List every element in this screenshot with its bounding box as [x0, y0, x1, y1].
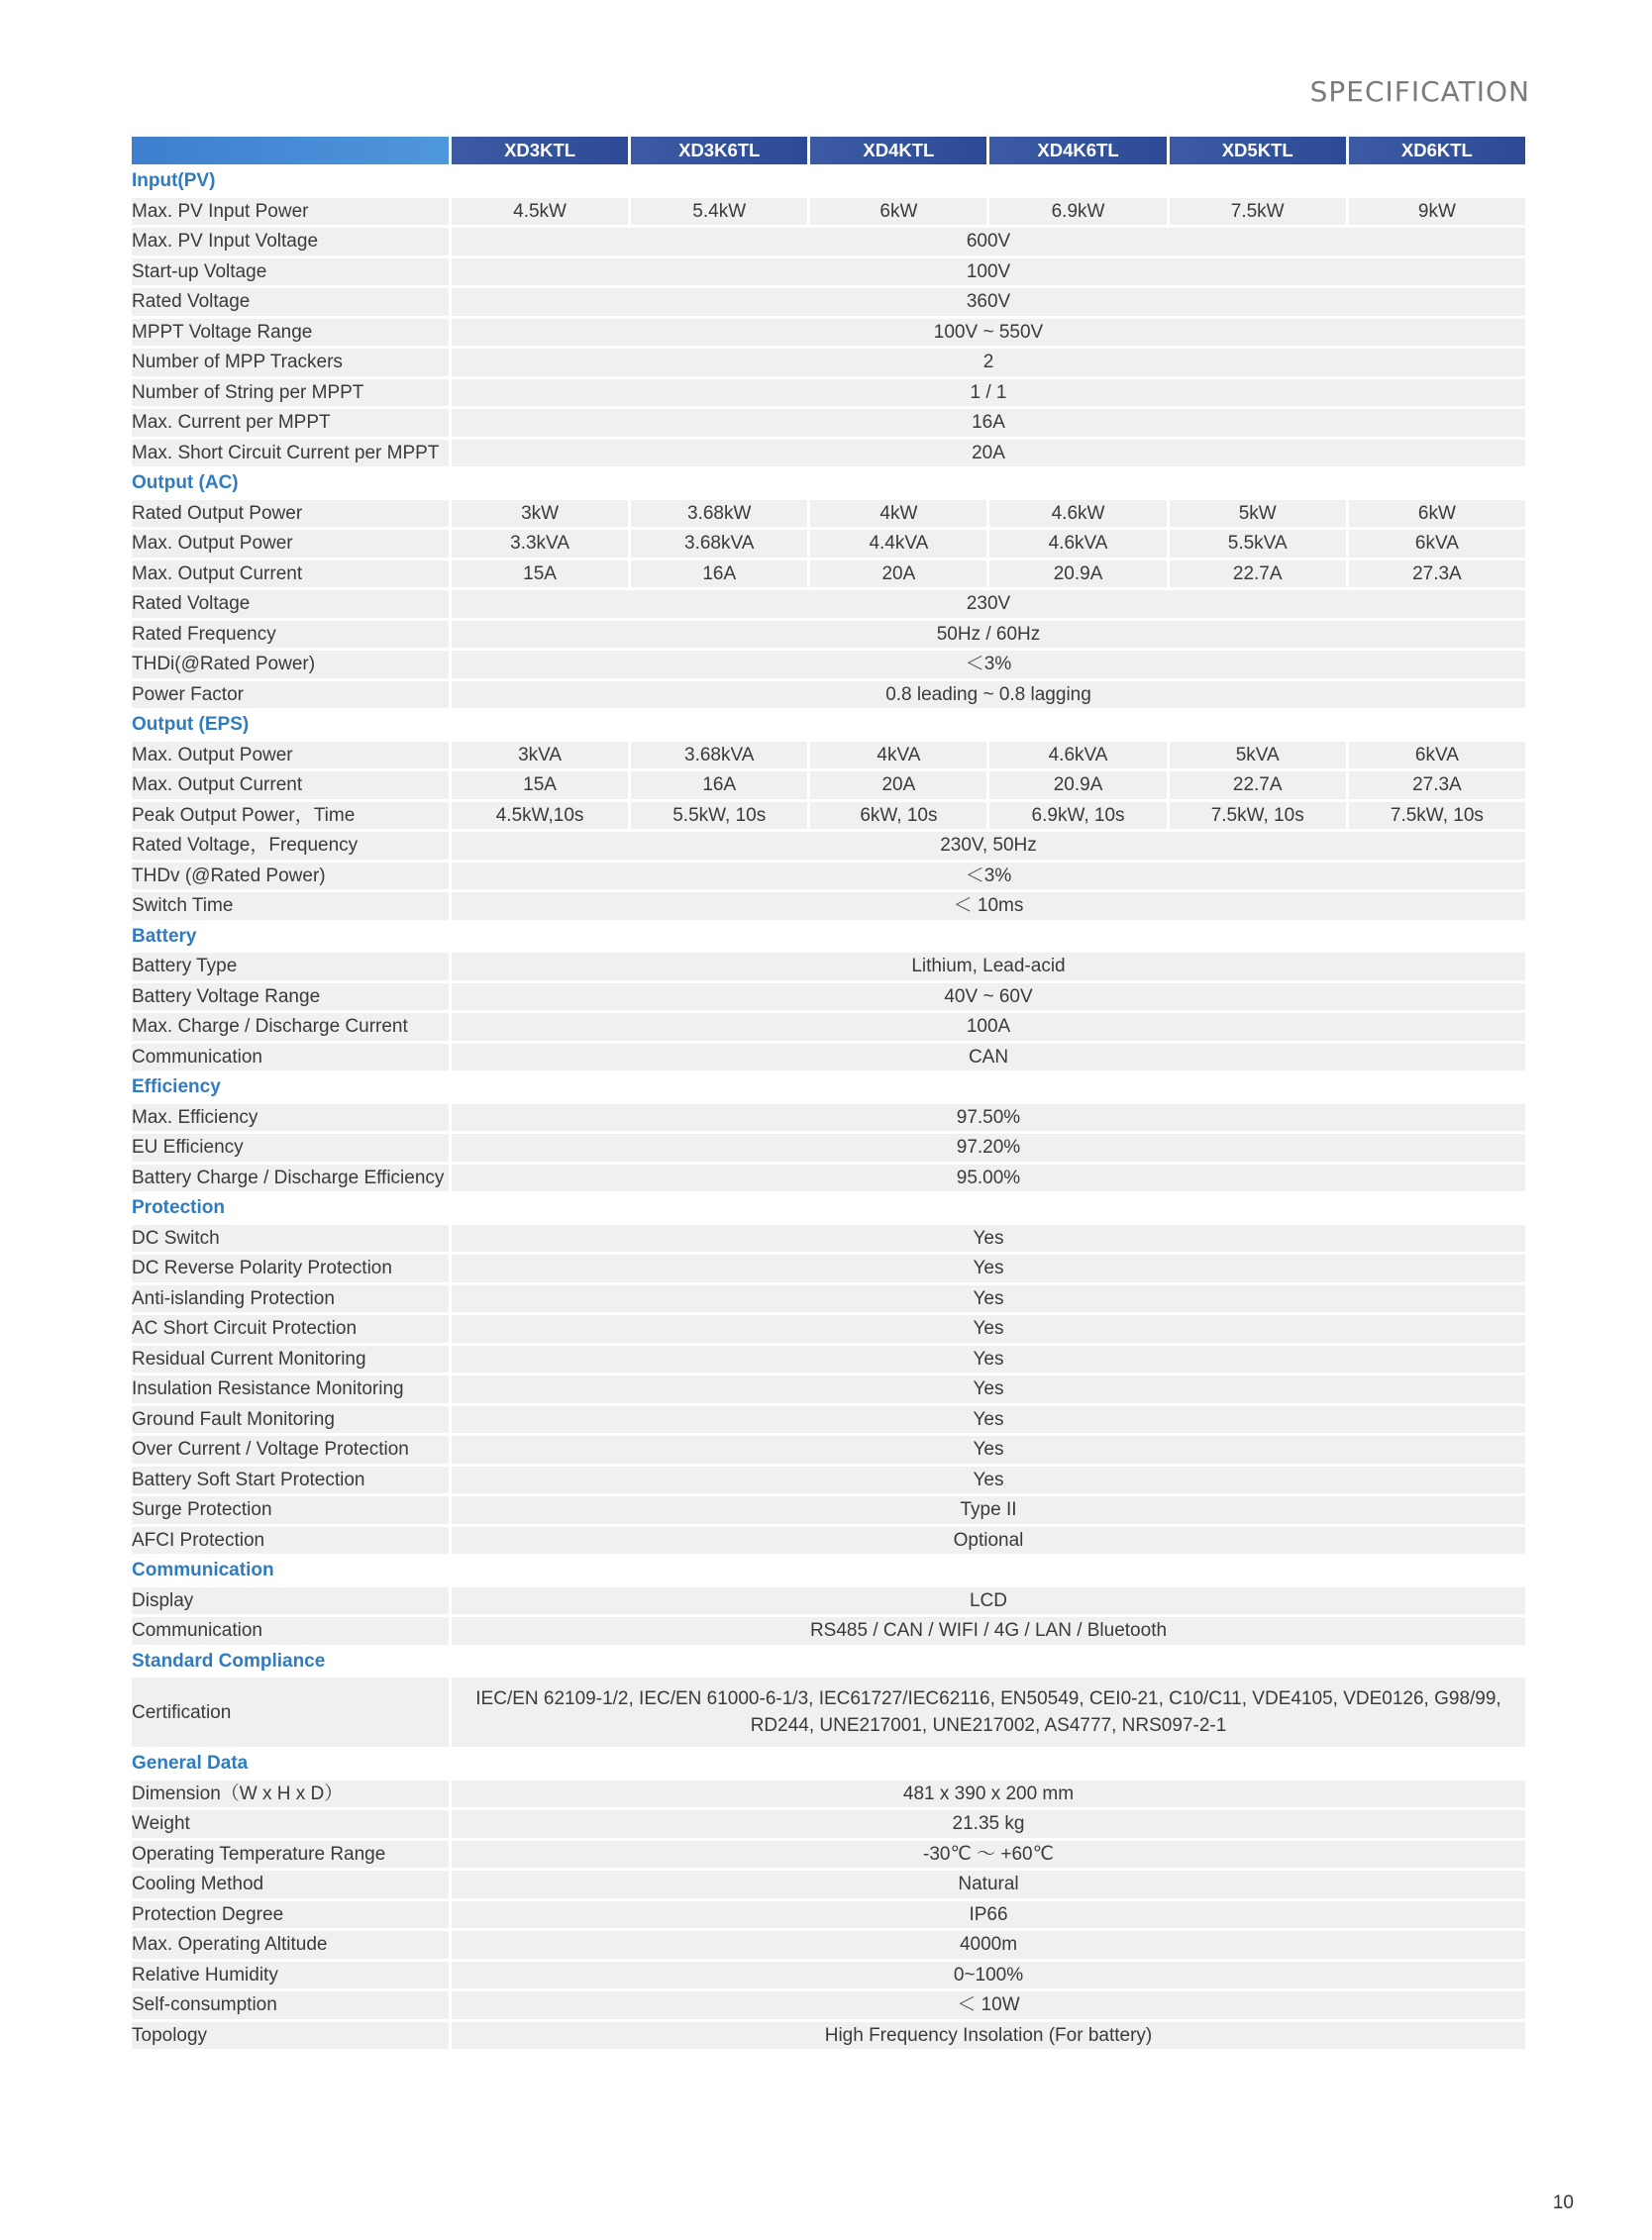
row-label: Battery Voltage Range — [132, 983, 449, 1011]
table-row — [132, 1991, 1525, 2019]
row-value: 5.5kW, 10s — [631, 802, 807, 830]
row-value: 1 / 1 — [452, 379, 1525, 407]
row-label: Switch Time — [132, 892, 449, 920]
table-row — [132, 409, 1525, 437]
row-label: Max. Output Power — [132, 742, 449, 769]
row-value: 6.9kW — [989, 198, 1166, 226]
row-value: Yes — [452, 1436, 1525, 1464]
row-value: 3.68kVA — [631, 530, 807, 558]
row-value: 20A — [810, 560, 986, 588]
row-value: 4.5kW — [452, 198, 628, 226]
row-value: 6.9kW, 10s — [989, 802, 1166, 830]
row-value: LCD — [452, 1587, 1525, 1615]
row-label: Communication — [132, 1044, 449, 1071]
row-label: Battery Soft Start Protection — [132, 1467, 449, 1494]
row-value: 7.5kW — [1170, 198, 1346, 226]
row-value: 6kW, 10s — [810, 802, 986, 830]
table-row — [132, 1315, 1525, 1343]
row-label: Dimension（W x H x D） — [132, 1781, 449, 1808]
row-value: Optional — [452, 1527, 1525, 1555]
section-header-row — [132, 1648, 1525, 1676]
table-row — [132, 440, 1525, 467]
model-header: XD3K6TL — [631, 137, 807, 164]
model-header: XD4KTL — [810, 137, 986, 164]
row-value: ＜3% — [452, 863, 1525, 890]
row-label: Max. Current per MPPT — [132, 409, 449, 437]
row-value: 600V — [452, 228, 1525, 255]
row-value: 15A — [452, 560, 628, 588]
section-header-row — [132, 469, 1525, 497]
row-label: Max. Short Circuit Current per MPPT — [132, 440, 449, 467]
table-row — [132, 379, 1525, 407]
row-label: Start-up Voltage — [132, 258, 449, 286]
row-value: 3kVA — [452, 742, 628, 769]
row-value: Yes — [452, 1315, 1525, 1343]
row-label: Max. PV Input Voltage — [132, 228, 449, 255]
row-label: Rated Voltage — [132, 590, 449, 618]
row-label: Weight — [132, 1810, 449, 1838]
row-value: 6kVA — [1349, 530, 1525, 558]
section-title: Communication — [132, 1557, 1525, 1584]
table-row — [132, 983, 1525, 1011]
row-value: 0~100% — [452, 1962, 1525, 1989]
row-value: 97.50% — [452, 1104, 1525, 1132]
row-value: 27.3A — [1349, 771, 1525, 799]
table-row — [132, 1044, 1525, 1071]
row-value: 7.5kW, 10s — [1349, 802, 1525, 830]
table-row — [132, 651, 1525, 678]
row-value: 21.35 kg — [452, 1810, 1525, 1838]
table-row — [132, 1871, 1525, 1898]
row-value: 16A — [452, 409, 1525, 437]
page-title: SPECIFICATION — [1309, 75, 1530, 108]
row-value: 95.00% — [452, 1165, 1525, 1192]
model-header: XD6KTL — [1349, 137, 1525, 164]
table-row — [132, 1962, 1525, 1989]
section-header-row — [132, 1750, 1525, 1778]
table-row — [132, 681, 1525, 709]
row-label: Rated Voltage，Frequency — [132, 832, 449, 860]
table-row — [132, 1375, 1525, 1403]
row-value: 0.8 leading ~ 0.8 lagging — [452, 681, 1525, 709]
table-row — [132, 1104, 1525, 1132]
table-row — [132, 863, 1525, 890]
table-row — [132, 1841, 1525, 1869]
row-label: Anti-islanding Protection — [132, 1285, 449, 1313]
row-value: 4000m — [452, 1931, 1525, 1959]
row-value: 27.3A — [1349, 560, 1525, 588]
section-title: Protection — [132, 1194, 1525, 1222]
row-value: 3.68kVA — [631, 742, 807, 769]
row-value: Yes — [452, 1346, 1525, 1374]
row-label: Certification — [132, 1678, 449, 1747]
section-header-row — [132, 1194, 1525, 1222]
page-number: 10 — [1552, 2192, 1574, 2213]
table-header-row — [132, 137, 1525, 164]
table-row — [132, 1013, 1525, 1041]
row-value: 481 x 390 x 200 mm — [452, 1781, 1525, 1808]
row-label: EU Efficiency — [132, 1134, 449, 1162]
row-label: Relative Humidity — [132, 1962, 449, 1989]
table-row — [132, 1781, 1525, 1808]
table-row — [132, 1678, 1525, 1747]
row-value: Yes — [452, 1375, 1525, 1403]
row-value: 22.7A — [1170, 560, 1346, 588]
section-header-row — [132, 923, 1525, 951]
model-header: XD5KTL — [1170, 137, 1346, 164]
row-label: THDv (@Rated Power) — [132, 863, 449, 890]
row-label: Ground Fault Monitoring — [132, 1406, 449, 1434]
table-row — [132, 1931, 1525, 1959]
row-label: Rated Output Power — [132, 500, 449, 528]
row-label: Display — [132, 1587, 449, 1615]
table-row — [132, 1617, 1525, 1645]
row-label: Max. Output Current — [132, 771, 449, 799]
row-value: 4.5kW,10s — [452, 802, 628, 830]
row-value: 4.4kVA — [810, 530, 986, 558]
specification-table — [129, 134, 1528, 2052]
row-value: 40V ~ 60V — [452, 983, 1525, 1011]
table-row — [132, 590, 1525, 618]
section-title: General Data — [132, 1750, 1525, 1778]
row-value: 7.5kW, 10s — [1170, 802, 1346, 830]
row-value: -30℃ ～ +60℃ — [452, 1841, 1525, 1869]
row-label: Peak Output Power，Time — [132, 802, 449, 830]
row-value: 20A — [452, 440, 1525, 467]
section-title: Standard Compliance — [132, 1648, 1525, 1676]
table-row — [132, 892, 1525, 920]
row-label: Protection Degree — [132, 1901, 449, 1929]
row-value: 97.20% — [452, 1134, 1525, 1162]
table-row — [132, 1467, 1525, 1494]
row-label: Rated Frequency — [132, 621, 449, 649]
table-row — [132, 258, 1525, 286]
table-row — [132, 621, 1525, 649]
table-row — [132, 1527, 1525, 1555]
table-row — [132, 771, 1525, 799]
section-title: Input(PV) — [132, 167, 1525, 195]
row-value: 4kVA — [810, 742, 986, 769]
row-value: Yes — [452, 1285, 1525, 1313]
row-value: CAN — [452, 1044, 1525, 1071]
row-value: ＜ 10ms — [452, 892, 1525, 920]
row-value: 3.3kVA — [452, 530, 628, 558]
row-value: 4kW — [810, 500, 986, 528]
section-header-row — [132, 711, 1525, 739]
row-label: Number of MPP Trackers — [132, 349, 449, 376]
row-value: 20.9A — [989, 560, 1166, 588]
row-value: 3kW — [452, 500, 628, 528]
table-row — [132, 1165, 1525, 1192]
row-value: 230V — [452, 590, 1525, 618]
row-label: THDi(@Rated Power) — [132, 651, 449, 678]
model-header: XD4K6TL — [989, 137, 1166, 164]
table-row — [132, 1436, 1525, 1464]
row-label: Cooling Method — [132, 1871, 449, 1898]
section-title: Efficiency — [132, 1073, 1525, 1101]
row-value: 22.7A — [1170, 771, 1346, 799]
section-header-row — [132, 167, 1525, 195]
row-label: Self-consumption — [132, 1991, 449, 2019]
row-label: Max. PV Input Power — [132, 198, 449, 226]
row-label: Insulation Resistance Monitoring — [132, 1375, 449, 1403]
row-label: Battery Charge / Discharge Efficiency — [132, 1165, 449, 1192]
row-value: 100V — [452, 258, 1525, 286]
section-title: Output (EPS) — [132, 711, 1525, 739]
row-label: Rated Voltage — [132, 288, 449, 316]
row-label: Max. Operating Altitude — [132, 1931, 449, 1959]
table-row — [132, 500, 1525, 528]
section-header-row — [132, 1557, 1525, 1584]
row-value: 5.5kVA — [1170, 530, 1346, 558]
row-value: 20.9A — [989, 771, 1166, 799]
row-label: Over Current / Voltage Protection — [132, 1436, 449, 1464]
table-row — [132, 1346, 1525, 1374]
row-value: 100A — [452, 1013, 1525, 1041]
table-body — [132, 167, 1525, 2049]
row-value: 50Hz / 60Hz — [452, 621, 1525, 649]
row-value: 6kW — [1349, 500, 1525, 528]
row-value: 5kW — [1170, 500, 1346, 528]
row-label: AC Short Circuit Protection — [132, 1315, 449, 1343]
table-row — [132, 1285, 1525, 1313]
row-label: Power Factor — [132, 681, 449, 709]
row-value: ＜ 10W — [452, 1991, 1525, 2019]
row-label: Number of String per MPPT — [132, 379, 449, 407]
table-row — [132, 1810, 1525, 1838]
row-value: 100V ~ 550V — [452, 319, 1525, 347]
model-header: XD3KTL — [452, 137, 628, 164]
table-row — [132, 802, 1525, 830]
row-value: ＜3% — [452, 651, 1525, 678]
row-value: 16A — [631, 560, 807, 588]
table-row — [132, 288, 1525, 316]
row-value: 3.68kW — [631, 500, 807, 528]
row-label: Max. Charge / Discharge Current — [132, 1013, 449, 1041]
row-label: AFCI Protection — [132, 1527, 449, 1555]
row-label: Max. Efficiency — [132, 1104, 449, 1132]
row-value: Yes — [452, 1467, 1525, 1494]
table-row — [132, 530, 1525, 558]
row-value: Yes — [452, 1255, 1525, 1282]
row-value: 2 — [452, 349, 1525, 376]
table-row — [132, 1225, 1525, 1253]
row-value: Yes — [452, 1406, 1525, 1434]
row-value: 5.4kW — [631, 198, 807, 226]
row-label: Surge Protection — [132, 1496, 449, 1524]
table-row — [132, 742, 1525, 769]
row-value: 5kVA — [1170, 742, 1346, 769]
row-label: MPPT Voltage Range — [132, 319, 449, 347]
row-value: RS485 / CAN / WIFI / 4G / LAN / Bluetooth — [452, 1617, 1525, 1645]
table-row — [132, 1587, 1525, 1615]
row-label: Topology — [132, 2022, 449, 2050]
row-label: Max. Output Current — [132, 560, 449, 588]
table-row — [132, 349, 1525, 376]
table-row — [132, 560, 1525, 588]
table-row — [132, 832, 1525, 860]
row-value: IP66 — [452, 1901, 1525, 1929]
row-value: 4.6kW — [989, 500, 1166, 528]
row-value: High Frequency Insolation (For battery) — [452, 2022, 1525, 2050]
row-label: Battery Type — [132, 953, 449, 980]
section-header-row — [132, 1073, 1525, 1101]
table-row — [132, 1496, 1525, 1524]
row-value: IEC/EN 62109-1/2, IEC/EN 61000-6-1/3, IEC61727/IEC62116, EN50549, CEI0-21, C10/C11, VDE4105, VDE0126, G98/99, RD244, UNE217001, UNE217002, AS4777, NRS097-2-1 — [452, 1678, 1525, 1747]
row-value: 16A — [631, 771, 807, 799]
section-title: Output (AC) — [132, 469, 1525, 497]
row-label: Communication — [132, 1617, 449, 1645]
row-label: Max. Output Power — [132, 530, 449, 558]
row-label: DC Switch — [132, 1225, 449, 1253]
row-value: Lithium, Lead-acid — [452, 953, 1525, 980]
row-value: Natural — [452, 1871, 1525, 1898]
row-value: 9kW — [1349, 198, 1525, 226]
row-label: Operating Temperature Range — [132, 1841, 449, 1869]
row-label: Residual Current Monitoring — [132, 1346, 449, 1374]
table-row — [132, 319, 1525, 347]
row-value: 360V — [452, 288, 1525, 316]
row-value: 4.6kVA — [989, 742, 1166, 769]
table-row — [132, 953, 1525, 980]
table-row — [132, 2022, 1525, 2050]
row-value: 4.6kVA — [989, 530, 1166, 558]
table-row — [132, 1406, 1525, 1434]
table-row — [132, 1255, 1525, 1282]
row-value: 20A — [810, 771, 986, 799]
row-label: DC Reverse Polarity Protection — [132, 1255, 449, 1282]
row-value: 6kW — [810, 198, 986, 226]
table-row — [132, 198, 1525, 226]
row-value: 15A — [452, 771, 628, 799]
table-row — [132, 1901, 1525, 1929]
row-value: Yes — [452, 1225, 1525, 1253]
table-row — [132, 1134, 1525, 1162]
row-value: 230V, 50Hz — [452, 832, 1525, 860]
table-row — [132, 228, 1525, 255]
row-value: 6kVA — [1349, 742, 1525, 769]
row-value: Type II — [452, 1496, 1525, 1524]
section-title: Battery — [132, 923, 1525, 951]
table-header-corner — [132, 137, 449, 164]
